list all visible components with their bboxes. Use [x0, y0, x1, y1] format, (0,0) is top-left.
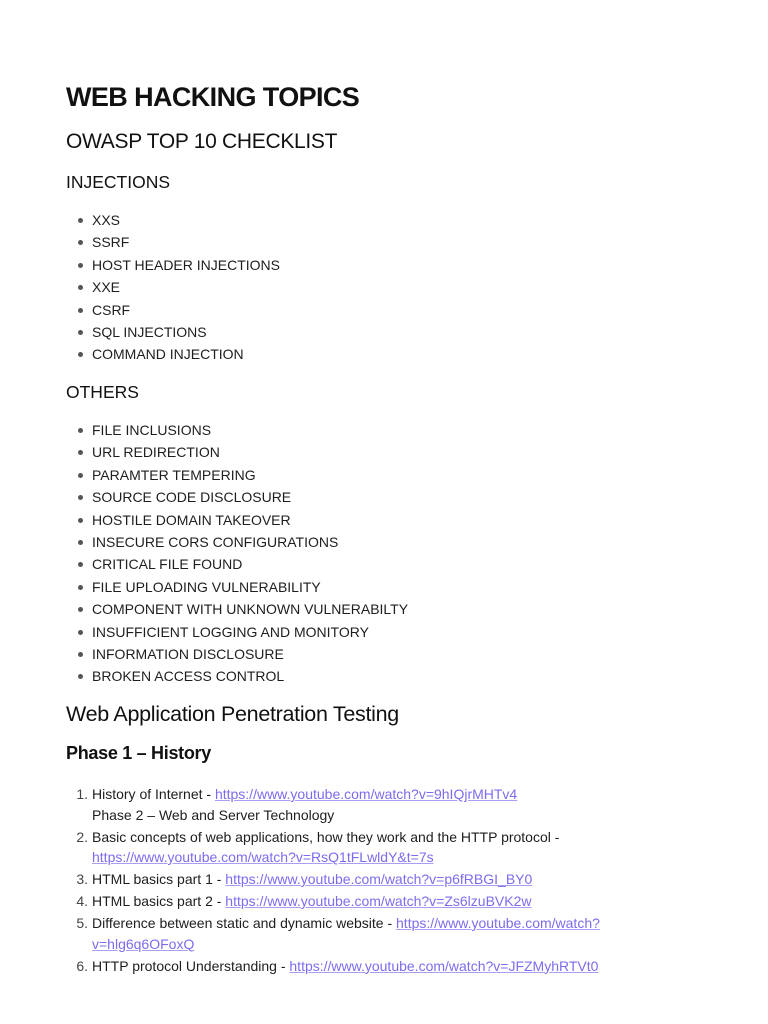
html-basics-2-link[interactable]: https://www.youtube.com/watch?v=Zs6lzuBVK2w [225, 893, 532, 909]
list-item: FILE INCLUSIONS [92, 419, 408, 441]
web-apps-concepts-link[interactable]: https://www.youtube.com/watch?v=RsQ1tFLwldY&t=7s [92, 849, 434, 865]
list-item: COMMAND INJECTION [92, 343, 280, 365]
phase2-heading: Phase 2 – Web and Server Technology [92, 806, 335, 823]
injections-list [66, 209, 280, 366]
phase1-heading: Phase 1 – History [66, 743, 211, 763]
others-list [66, 419, 408, 688]
list-item: URL REDIRECTION [92, 441, 408, 463]
resource-list [66, 784, 652, 978]
html-basics-1-link[interactable]: https://www.youtube.com/watch?v=p6fRBGI_BY0 [225, 871, 533, 887]
list-item: SOURCE CODE DISCLOSURE [92, 486, 408, 508]
list-item: 4. HTML basics part 2 - https://www.youtube.com/watch?v=Zs6lzuBVK2w [76, 893, 532, 909]
static-dynamic-link[interactable]: https://www.youtube.com/watch?v=hlg6q6OFoxQ [92, 915, 600, 952]
list-item: SSRF [92, 231, 280, 253]
list-item: PARAMTER TEMPERING [92, 464, 408, 486]
list-item: 1. History of Internet - https://www.youtube.com/watch?v=9hIQjrMHTv4 Phase 2 – Web and Server Technology [92, 784, 652, 825]
list-item: FILE UPLOADING VULNERABILITY [92, 576, 408, 598]
others-heading: OTHERS [66, 382, 139, 402]
list-item: COMPONENT WITH UNKNOWN VULNERABILTY [92, 598, 408, 620]
history-of-internet-link[interactable]: https://www.youtube.com/watch?v=9hIQjrMHTv4 [214, 786, 518, 802]
list-item: SQL INJECTIONS [92, 321, 280, 343]
list-item: HOSTILE DOMAIN TAKEOVER [92, 509, 408, 531]
list-item: 2. Basic concepts of web applications, how they work and the HTTP protocol - https://www.youtube.com/watch?v=RsQ1tFLwldY&t=7s [76, 828, 560, 865]
wapt-heading: Web Application Penetration Testing [66, 702, 399, 726]
list-item: CSRF [92, 299, 280, 321]
http-protocol-link[interactable]: https://www.youtube.com/watch?v=JFZMyhRTVt0 [289, 957, 599, 974]
list-item: HOST HEADER INJECTIONS [92, 254, 280, 276]
checklist-title: OWASP TOP 10 CHECKLIST [66, 130, 338, 153]
list-item: INSECURE CORS CONFIGURATIONS [92, 531, 408, 553]
list-item: 6. HTTP protocol Understanding - https://www.youtube.com/watch?v=JFZMyhRTVt0 [76, 957, 599, 974]
list-item: CRITICAL FILE FOUND [92, 553, 408, 575]
page-title: WEB HACKING TOPICS [66, 82, 360, 112]
injections-heading: INJECTIONS [66, 172, 171, 192]
list-item: XXS [92, 209, 280, 231]
list-item: BROKEN ACCESS CONTROL [92, 665, 408, 687]
list-item: INSUFFICIENT LOGGING AND MONITORY [92, 621, 408, 643]
list-item: 5. Difference between static and dynamic website - https://www.youtube.com/watch?v=hlg6q6OFoxQ [76, 915, 600, 952]
list-item: INFORMATION DISCLOSURE [92, 643, 408, 665]
list-item: 3. HTML basics part 1 - https://www.youtube.com/watch?v=p6fRBGI_BY0 [76, 871, 533, 887]
list-item: XXE [92, 276, 280, 298]
